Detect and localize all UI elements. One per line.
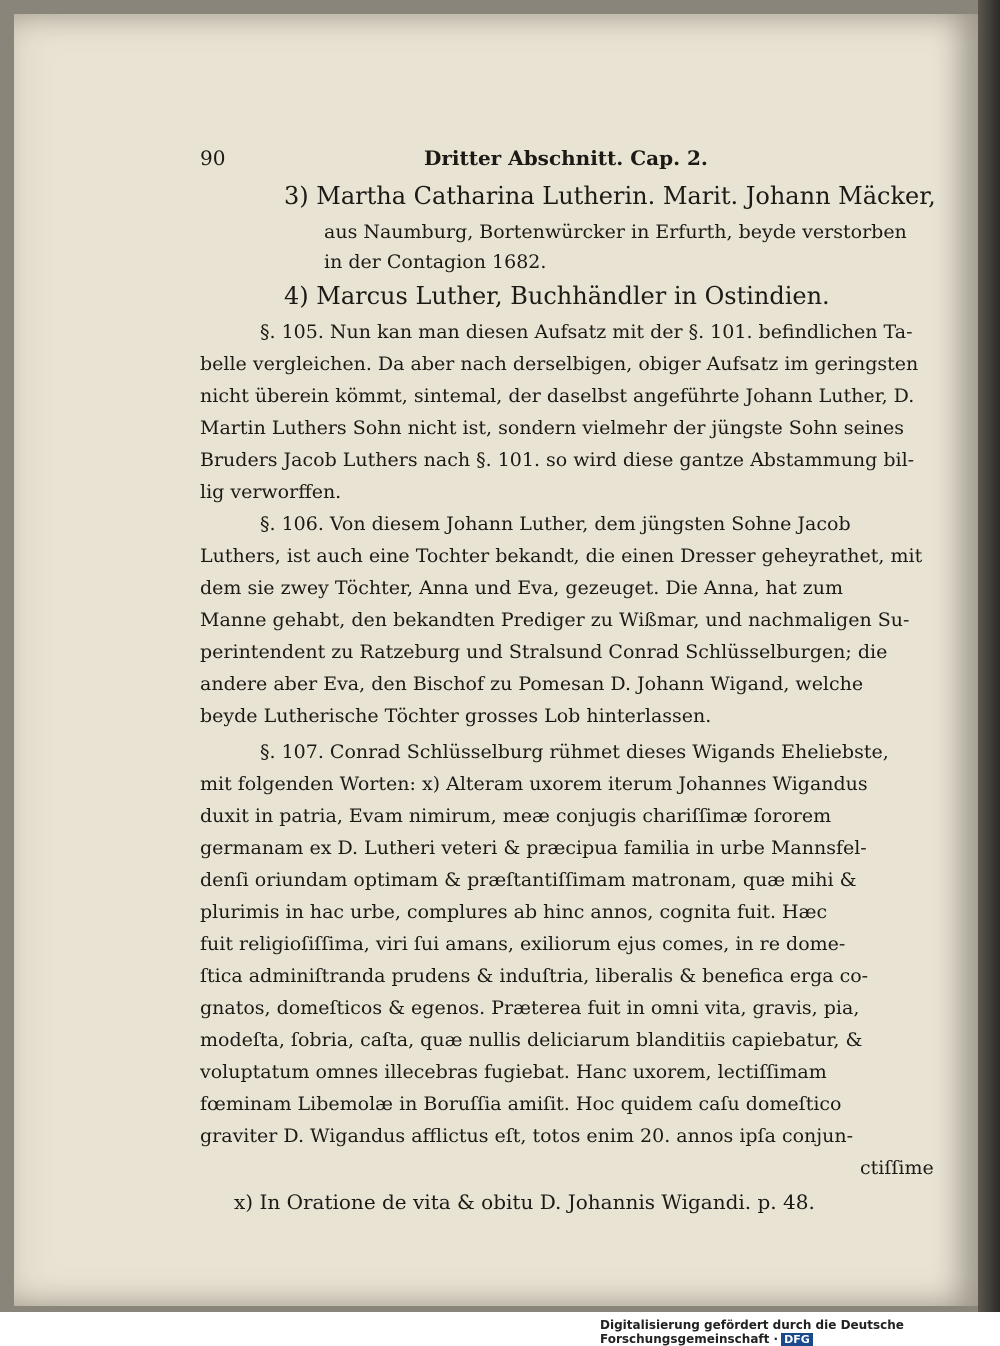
paragraph-106-line: §. 106. Von diesem Johann Luther, dem jüngsten Sohne Jacob (260, 513, 851, 535)
dfg-logo: DFG (781, 1333, 813, 1346)
paragraph-107-line: voluptatum omnes illecebras fugiebat. Hanc uxorem, lectiſſimam (200, 1061, 827, 1083)
paragraph-107-line: germanam ex D. Lutheri veteri & præcipua familia in urbe Mannsfel- (200, 837, 867, 859)
paragraph-107-line: plurimis in hac urbe, complures ab hinc annos, cognita fuit. Hæc (200, 901, 828, 923)
paragraph-105-line: Bruders Jacob Luthers nach §. 101. so wird diese gantze Abstammung bil- (200, 449, 915, 471)
entry-4-line-1: 4) Marcus Luther, Buchhändler in Ostindien. (284, 282, 830, 310)
book-page (14, 14, 978, 1306)
paragraph-107-line: denſi oriundam optimam & præſtantiſſimam matronam, quæ mihi & (200, 869, 857, 891)
entry-3-line-3: in der Contagion 1682. (324, 251, 547, 273)
paragraph-107-line: modeſta, ſobria, caſta, quæ nullis deliciarum blanditiis capiebatur, & (200, 1029, 863, 1051)
paragraph-106-line: beyde Lutherische Töchter grosses Lob hinterlassen. (200, 705, 712, 727)
paragraph-107-line: gnatos, domeſticos & egenos. Præterea fuit in omni vita, gravis, pia, (200, 997, 860, 1019)
paragraph-106-line: perintendent zu Ratzeburg und Stralsund Conrad Schlüsselburgen; die (200, 641, 888, 663)
running-title: Dritter Abschnitt. Cap. 2. (424, 146, 708, 170)
paragraph-107-catchword: ctiſſime (860, 1157, 934, 1179)
page-number: 90 (200, 146, 226, 170)
credit-text: Digitalisierung gefördert durch die Deutsche Forschungsgemeinschaft · (600, 1318, 904, 1346)
paragraph-105-line: nicht überein kömmt, sintemal, der daselbst angeführte Johann Luther, D. (200, 385, 915, 407)
entry-3-line-2: aus Naumburg, Bortenwürcker in Erfurth, beyde verstorben (324, 221, 907, 243)
paragraph-105-line: belle vergleichen. Da aber nach derselbigen, obiger Aufsatz im geringsten (200, 353, 919, 375)
paragraph-107-line: ſtica adminiſtranda prudens & induſtria, liberalis & benefica erga co- (200, 965, 869, 987)
paragraph-107-line: duxit in patria, Evam nimirum, meæ conjugis chariſſimæ ſororem (200, 805, 832, 827)
entry-3-line-1: 3) Martha Catharina Lutherin. Marit. Johann Mäcker, (284, 182, 936, 210)
paragraph-105-line: Martin Luthers Sohn nicht ist, sondern vielmehr der jüngste Sohn seines (200, 417, 905, 439)
paragraph-107-line: graviter D. Wigandus afflictus eſt, totos enim 20. annos ipſa conjun- (200, 1125, 854, 1147)
paragraph-107-line: fuit religioſiſſima, viri ſui amans, exiliorum ejus comes, in re dome- (200, 933, 846, 955)
paragraph-107-line: §. 107. Conrad Schlüsselburg rühmet dieses Wigands Eheliebste, (260, 741, 889, 763)
paragraph-106-line: Luthers, ist auch eine Tochter bekandt, die einen Dresser geheyrathet, mit (200, 545, 923, 567)
paragraph-106-line: andere aber Eva, den Bischof zu Pomesan D. Johann Wigand, welche (200, 673, 864, 695)
digitization-credit (600, 1318, 1000, 1346)
paragraph-105-line: §. 105. Nun kan man diesen Aufsatz mit der §. 101. befindlichen Ta- (260, 321, 913, 343)
paragraph-105-line: lig verworffen. (200, 481, 342, 503)
book-gutter (978, 0, 1000, 1312)
footnote: x) In Oratione de vita & obitu D. Johannis Wigandi. p. 48. (234, 1190, 815, 1214)
paragraph-106-line: Manne gehabt, den bekandten Prediger zu Wißmar, und nachmaligen Su- (200, 609, 910, 631)
paragraph-107-line: mit folgenden Worten: x) Alteram uxorem iterum Johannes Wigandus (200, 773, 868, 795)
paragraph-107-line: fœminam Libemolæ in Boruſſia amiſit. Hoc quidem caſu domeſtico (200, 1093, 842, 1115)
paragraph-106-line: dem sie zwey Töchter, Anna und Eva, gezeuget. Die Anna, hat zum (200, 577, 844, 599)
